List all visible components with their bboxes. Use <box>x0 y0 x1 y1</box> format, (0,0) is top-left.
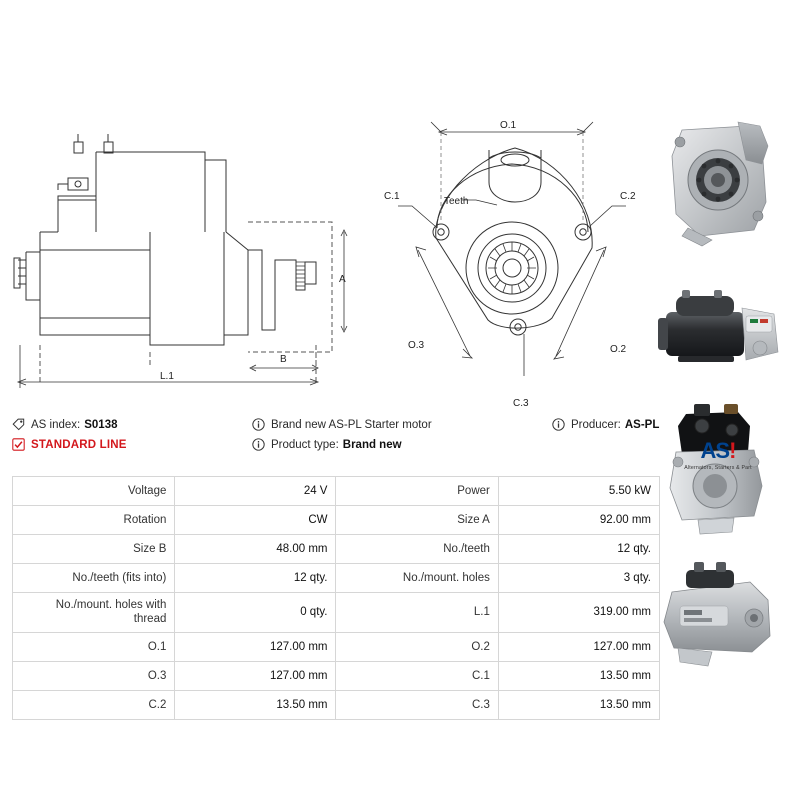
brand-logo <box>701 438 736 464</box>
spec-key: Voltage <box>13 477 175 506</box>
spec-key: No./teeth (fits into) <box>13 564 175 593</box>
table-row <box>13 661 660 690</box>
specifications-table <box>12 476 660 720</box>
spec-value: 24 V <box>175 477 336 506</box>
product-type-label: Product type: <box>271 438 339 451</box>
table-row <box>13 564 660 593</box>
table-row <box>13 477 660 506</box>
label-teeth: Teeth <box>444 196 469 207</box>
label-c3: C.3 <box>513 398 529 409</box>
brand-logo-text: AS <box>700 438 730 463</box>
product-photos <box>642 112 792 688</box>
producer-label: Producer: <box>571 418 621 431</box>
spec-key: C.1 <box>336 661 498 690</box>
spec-value: 0 qty. <box>175 593 336 633</box>
label-c2: C.2 <box>620 191 636 202</box>
spec-value: 127.00 mm <box>175 661 336 690</box>
spec-value: 319.00 mm <box>498 593 659 633</box>
table-row <box>13 593 660 633</box>
label-o2: O.2 <box>610 344 627 355</box>
table-row <box>13 506 660 535</box>
table-row <box>13 690 660 719</box>
description-text: Brand new AS-PL Starter motor <box>271 418 432 431</box>
label-c1: C.1 <box>384 191 400 202</box>
check-icon <box>12 438 25 451</box>
spec-key: L.1 <box>336 593 498 633</box>
standard-line-group <box>12 438 252 451</box>
producer-value: AS-PL <box>624 418 660 431</box>
starter-photo-front[interactable] <box>642 112 792 254</box>
spec-key: O.2 <box>336 632 498 661</box>
table-row <box>13 632 660 661</box>
spec-value: 127.00 mm <box>498 632 659 661</box>
spec-value: 13.50 mm <box>175 690 336 719</box>
label-o1: O.1 <box>500 120 517 131</box>
drawing-svg <box>0 0 660 410</box>
spec-key: C.2 <box>13 690 175 719</box>
label-b: B <box>280 354 287 365</box>
info-icon-3 <box>552 418 565 431</box>
producer-group <box>552 418 788 431</box>
starter-photo-rear[interactable] <box>642 544 792 686</box>
spec-key: No./teeth <box>336 535 498 564</box>
spec-value: 13.50 mm <box>498 690 659 719</box>
info-row-1 <box>12 418 788 431</box>
spec-key: Size B <box>13 535 175 564</box>
description-group <box>252 418 552 431</box>
spec-key: O.1 <box>13 632 175 661</box>
spec-key: C.3 <box>336 690 498 719</box>
info-icon-2 <box>252 438 265 451</box>
spec-value: 5.50 kW <box>498 477 659 506</box>
product-type-group <box>252 438 552 451</box>
as-index-value: S0138 <box>84 418 118 431</box>
spec-key: No./mount. holes with thread <box>13 593 175 633</box>
label-a: A <box>339 274 346 285</box>
spec-key: O.3 <box>13 661 175 690</box>
brand-logo-block <box>658 438 778 471</box>
brand-logo-mark: ! <box>729 438 736 463</box>
spec-value: CW <box>175 506 336 535</box>
product-type-value: Brand new <box>342 438 402 451</box>
label-o3: O.3 <box>408 340 425 351</box>
as-index-label: AS index: <box>31 418 81 431</box>
info-icon-1 <box>252 418 265 431</box>
spec-value: 3 qty. <box>498 564 659 593</box>
label-l1: L.1 <box>160 371 174 382</box>
spec-value: 12 qty. <box>175 564 336 593</box>
spec-key: Rotation <box>13 506 175 535</box>
as-index-group <box>12 418 252 431</box>
brand-tagline: Alternators, Starters & Part <box>684 465 752 471</box>
spec-value: 92.00 mm <box>498 506 659 535</box>
technical-drawings <box>0 0 660 410</box>
tag-icon <box>12 418 25 431</box>
spec-key: No./mount. holes <box>336 564 498 593</box>
spec-value: 12 qty. <box>498 535 659 564</box>
spec-key: Power <box>336 477 498 506</box>
table-row <box>13 535 660 564</box>
spec-value: 13.50 mm <box>498 661 659 690</box>
spec-value: 48.00 mm <box>175 535 336 564</box>
spec-value: 127.00 mm <box>175 632 336 661</box>
spec-key: Size A <box>336 506 498 535</box>
standard-line-label: STANDARD LINE <box>31 438 127 451</box>
starter-photo-side[interactable] <box>642 256 792 398</box>
